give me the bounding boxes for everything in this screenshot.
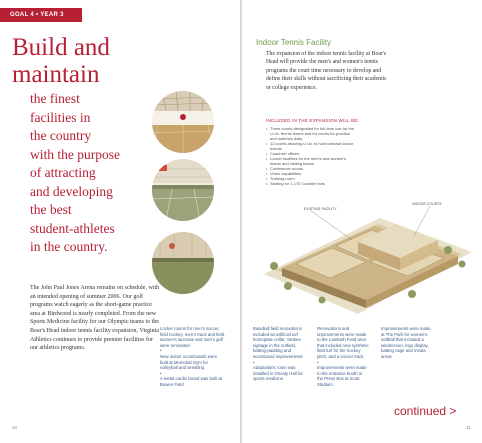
included-list xyxy=(266,126,356,186)
note-item: Improvements were made to the entrance booth in the Press Box at Scott Stadium xyxy=(317,365,367,387)
list-item: • Video capabilities xyxy=(266,171,356,176)
list-item: • Coaches' offices xyxy=(266,151,356,156)
note-item: New indoor scoreboards were built at Memorial Gym for volleyball and wrestling xyxy=(160,353,218,371)
note-item: Improvements were made at The Park for women's softball that included a windscreen, logo display, batting cage and media areas xyxy=(381,326,431,359)
notes-column xyxy=(253,326,305,382)
subhead-line: student-athletes xyxy=(30,220,115,236)
list-item: • 12 courts allowing U.Va. to host national indoor events xyxy=(266,141,356,151)
notes-column xyxy=(160,326,226,388)
subhead-line: with the purpose xyxy=(30,146,120,162)
page-number: 11 xyxy=(466,425,471,430)
body-paragraph: The John Paul Jones Arena remains on schedule, with an intended opening of summer 2006. Our golf programs watch eagerly as the short-game practice area at Birdwood is nearly completed. From the new Sports Medicine facility for our Olympic teams to the Boar's Head indoor tennis facility expansion, Virginia Athletics continues to provide premier facilities for our athletics programs. xyxy=(30,285,160,352)
continued-link[interactable]: continued > xyxy=(394,404,457,418)
subhead-line: the country xyxy=(30,128,92,143)
subhead-line: of attracting xyxy=(30,165,96,180)
goal-tab: GOAL 4 • YEAR 3 xyxy=(0,8,82,22)
page-headline xyxy=(12,34,162,88)
note-bullet-icon: • xyxy=(160,348,162,354)
note-bullet-icon: • xyxy=(160,370,162,376)
list-item: • Locker facilities for the men's and women's teams and visiting teams xyxy=(266,156,356,166)
note-item: Renovations and improvements were made to the Lambeth Field area that included new synthetic field turf for the hockey pitch, and a soccer track xyxy=(317,326,369,359)
subheadline xyxy=(30,90,165,257)
note-item: Baseball field renovations included an artificial turf homeplate collar, Yankee signage in the outfield, batting-padding and scoreboard improvements xyxy=(253,326,303,359)
gymnasium-photo xyxy=(152,91,214,153)
list-item: • Three courts designated for full-time use for the U.Va. tennis teams and for courts for practice and matches daily xyxy=(266,126,356,141)
right-page xyxy=(242,0,482,443)
subhead-line: facilities in xyxy=(30,109,91,125)
headline-line: maintain xyxy=(12,61,100,88)
subhead-line: and developing xyxy=(30,183,113,199)
notes-column xyxy=(381,326,433,360)
list-item: • Seating for 1,170 Cavalier fans xyxy=(266,181,356,186)
building-label: INDOOR COURTS xyxy=(412,202,442,206)
left-page xyxy=(0,0,240,443)
athletic-field-photo xyxy=(152,232,214,294)
note-bullet-icon: • xyxy=(317,359,319,365)
note-item: Adaptations room was installed in Onesty Hall for sports medicine xyxy=(253,365,303,382)
subhead-line: in the country. xyxy=(30,239,108,254)
facility-title: Indoor Tennis Facility xyxy=(256,38,331,47)
subhead-line: the best xyxy=(30,202,72,217)
page-number: 10 xyxy=(12,425,18,430)
building-rendering xyxy=(262,196,474,316)
indoor-courts-photo xyxy=(152,159,214,221)
note-item: A metal cardio board was built at Bowen Field xyxy=(160,376,223,387)
included-heading: INCLUDED IN THE EXPANSION WILL BE: xyxy=(266,118,359,123)
headline-line: Build and xyxy=(12,34,110,61)
list-item: • Training room xyxy=(266,176,356,181)
notes-column xyxy=(317,326,369,388)
building-label: EXISTING FACILITY xyxy=(304,207,337,211)
subhead-line: the finest xyxy=(30,91,80,106)
note-bullet-icon: • xyxy=(253,359,255,365)
list-item: • Conference rooms xyxy=(266,166,356,171)
note-item: Locker rooms for men's soccer, field hockey, men's track and field, women's lacrosse and men's golf were renovated xyxy=(160,326,226,348)
facility-intro: The expansion of the indoor tennis facility at Boar's Head will provide the men's and women's tennis programs the court time necessary to develop and define their skills without sacrificing their academic or college experience. xyxy=(266,51,387,91)
